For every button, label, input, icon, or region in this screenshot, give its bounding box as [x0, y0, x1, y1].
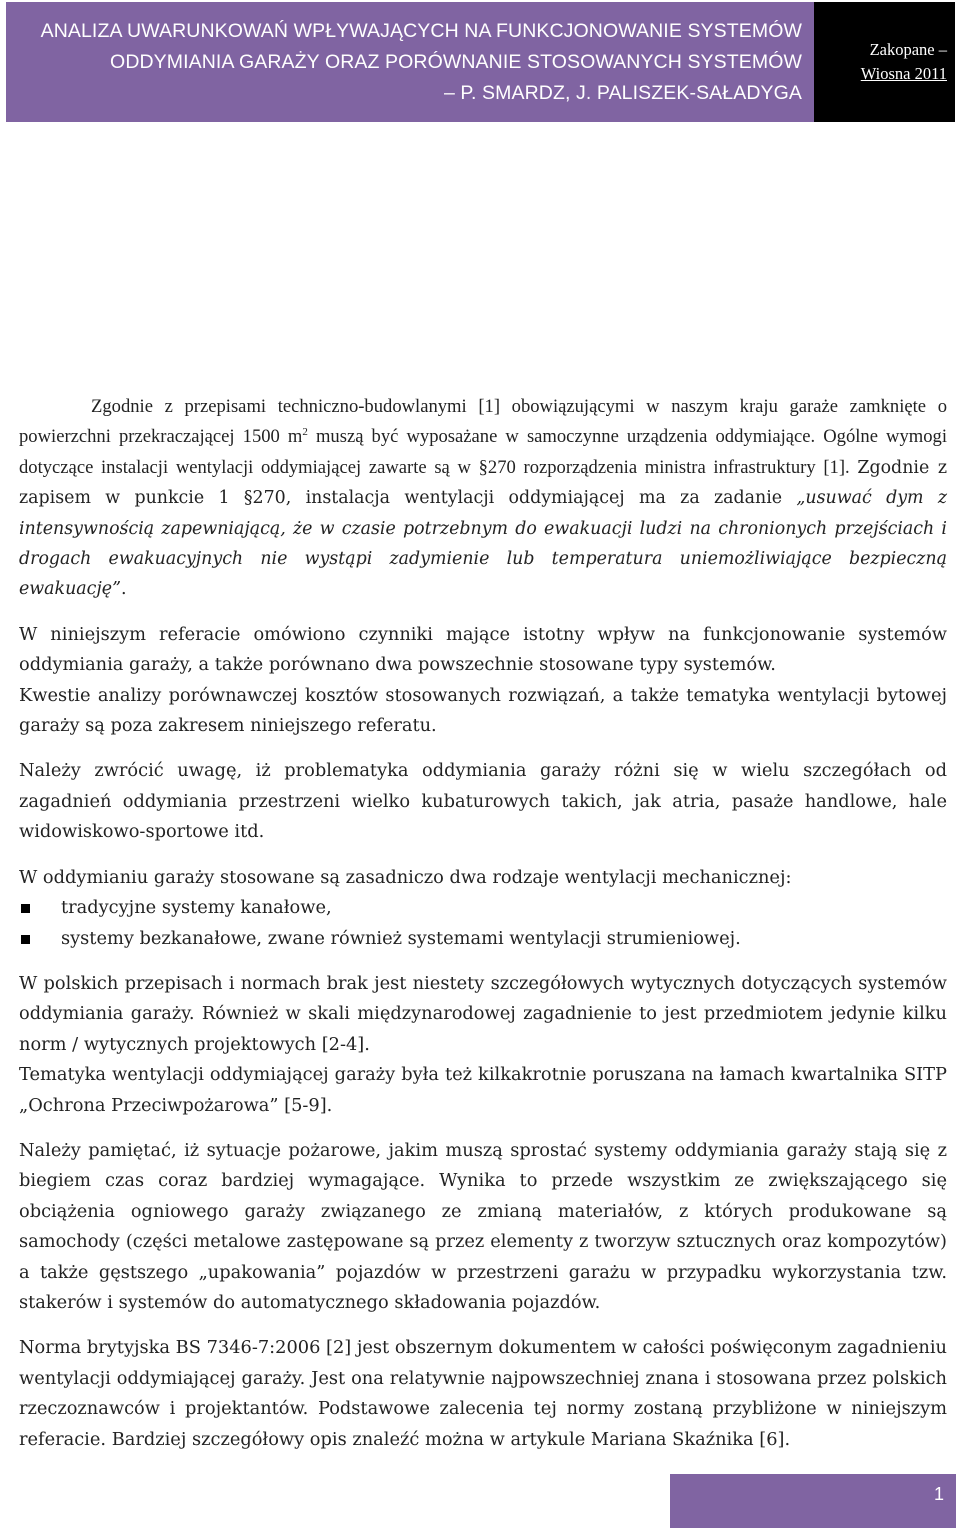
- footer-bar: [670, 1474, 956, 1528]
- list-item: [19, 924, 947, 954]
- header-title-line-1: ANALIZA UWARUNKOWAŃ WPŁYWAJĄCYCH NA FUNKCJONOWANIE SYSTEMÓW: [40, 19, 802, 42]
- paragraph-british-standard: Norma brytyjska BS 7346-7:2006 [2] jest obszernym dokumentem w całości poświęconym zagadnieniu wentylacji oddymiającej garaży. Jest ona relatywnie najpowszechniej znana i stosowana przez polskich rzeczoznawców i projektantów. Podstawowe zalecenia tej normy zostaną przybliżone w niniejszym referacie. Bardziej szczegółowy opis znaleźć można w artykule Mariana Skaźnika [6].: [19, 1337, 948, 1450]
- paragraph-publications: Tematyka wentylacji oddymiającej garaży była też kilkakrotnie poruszana na łamach kwartalnika SITP „Ochrona Przeciwpożarowa” [5-9].: [19, 1064, 947, 1116]
- paragraph-scope: W niniejszym referacie omówiono czynniki mające istotny wpływ na funkcjonowanie systemów oddymiania garaży, a także porównano dwa powszechnie stosowane typy systemów.: [19, 623, 947, 676]
- paragraph-ventilation-types: W oddymianiu garaży stosowane są zasadniczo dwa rodzaje wentylacji mechanicznej:: [19, 866, 792, 888]
- paragraph-intro-text-c: Zgodnie z zapisem w punkcie 1 §270, instalacja wentylacji oddymiającej ma za zadanie: [19, 457, 947, 509]
- header-location-block: [814, 2, 955, 122]
- list-item-text: systemy bezkanałowe, zwane również systemami wentylacji strumieniowej.: [61, 927, 741, 949]
- paragraph-intro-text-b: muszą być wyposażane w samoczynne urządzenia oddymiające. Ogólne wymogi dotyczące instalacji wentylacji oddymiającej zawarte są w §270 rozporządzenia ministra infrastruktury [1].: [19, 426, 948, 478]
- superscript-2: 2: [302, 426, 308, 439]
- paragraph-regulations: W polskich przepisach i normach brak jest niestety szczegółowych wytycznych dotyczących systemów oddymiania garaży. Również w skali międzynarodowej zagadnienie to jest przedmiotem jedynie kilku norm / wytycznych projektowych [2-4].: [19, 972, 947, 1055]
- list-item: [19, 893, 947, 923]
- ventilation-types-list: [19, 893, 947, 954]
- header-authors: – P. SMARDZ, J. PALISZEK-SAŁADYGA: [443, 81, 802, 104]
- paragraph-fire-load: Należy pamiętać, iż sytuacje pożarowe, jakim muszą sprostać systemy oddymiania garaży stają się z biegiem czas coraz bardziej wymagające. Wynika to przede wszystkim ze zwiększającego się obciążenia ogniowego garaży związanego ze zmianą materiałów, z których produkowane są samochody (części metalowe zastępowane są przez elementy z tworzyw sztucznych oraz kompozytów) a także gęstszego „upakowania” pojazdów w przestrzeni garażu w przypadku wykorzystania tzw. stakerów i systemów do automatycznego składowania pojazdów.: [19, 1139, 947, 1313]
- paragraph-out-of-scope: Kwestie analizy porównawczej kosztów stosowanych rozwiązań, a także tematyka wentylacji bytowej garaży są poza zakresem niniejszego referatu.: [19, 684, 947, 737]
- square-bullet-icon: [21, 935, 30, 944]
- header-title-line-2: ODDYMIANIA GARAŻY ORAZ PORÓWNANIE STOSOWANYCH SYSTEMÓW: [110, 50, 802, 73]
- paragraph-intro: [19, 392, 947, 605]
- header-title-block: [6, 2, 814, 122]
- paragraph-differences: Należy zwrócić uwagę, iż problematyka oddymiania garaży różni się w wielu szczegółach od zagadnień oddymiania przestrzeni wielko kubaturowych takich, jak atria, pasaże handlowe, hale widowiskowo-sportowe itd.: [19, 760, 947, 843]
- regulation-quote: „usuwać dym z intensywnością zapewniającą, że w czasie potrzebnym do ewakuacji ludzi na chronionych przejściach i drogach ewakuacyjnych nie wystąpi zadymienie lub temperatura uniemożliwiające bezpieczną ewakuację”: [19, 488, 948, 600]
- paragraph-intro-end: .: [120, 579, 127, 600]
- article-body: [19, 392, 947, 1455]
- page-number: 1: [933, 1484, 944, 1504]
- list-item-text: tradycyjne systemy kanałowe,: [61, 897, 332, 919]
- page-header: [6, 2, 955, 122]
- header-place: Zakopane –: [869, 40, 947, 59]
- square-bullet-icon: [21, 904, 30, 913]
- paragraph-intro-text-a: Zgodnie z przepisami techniczno-budowlanymi [1] obowiązującymi w naszym kraju garaże zamknięte o powierzchni przekraczającej 1500 m: [19, 396, 947, 448]
- header-season: Wiosna 2011: [860, 64, 947, 83]
